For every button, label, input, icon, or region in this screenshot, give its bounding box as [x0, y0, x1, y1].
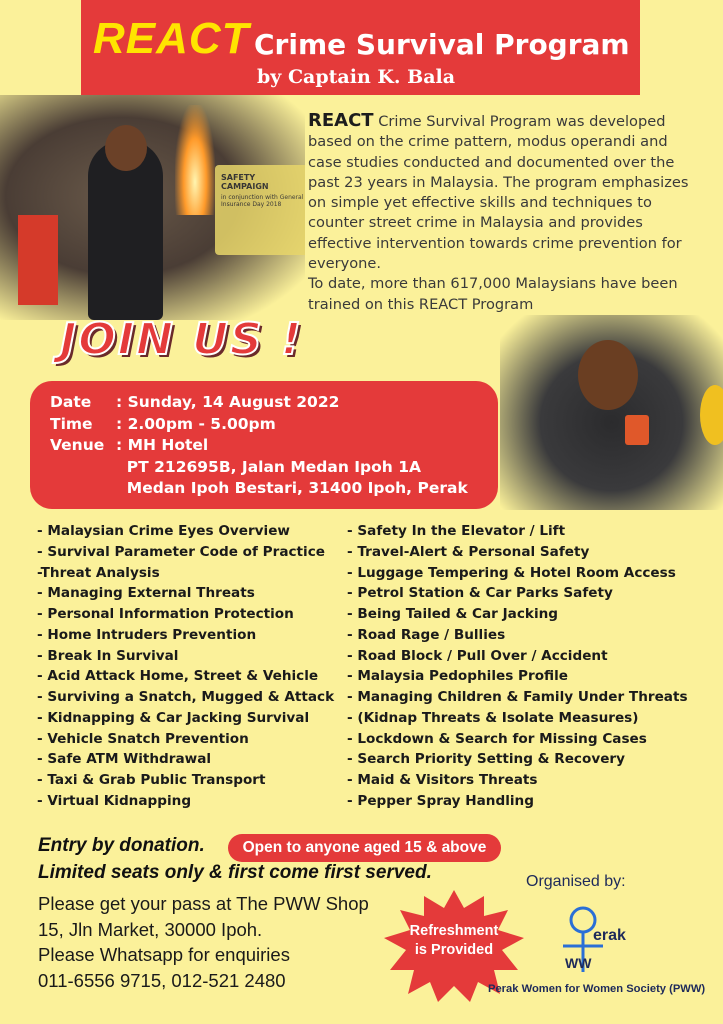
age-requirement-badge	[228, 834, 501, 862]
banner-stand	[18, 215, 58, 305]
list-item: - Maid & Visitors Threats	[347, 772, 538, 788]
list-item: - Home Intruders Prevention	[37, 626, 257, 643]
address-line-1: PT 212695B, Jalan Medan Ipoh 1A	[116, 457, 422, 476]
address-line-2: Medan Ipoh Bestari, 31400 Ipoh, Perak	[116, 479, 468, 497]
fire-flame	[175, 105, 215, 215]
organised-by-label: Organised by:	[526, 873, 626, 890]
pass-line: Please get your pass at The PWW Shop	[38, 893, 369, 914]
list-item: - Managing External Threats	[37, 585, 255, 602]
byline: by Captain K. Bala	[257, 66, 456, 88]
list-item: -Threat Analysis	[37, 564, 160, 581]
list-item: - Safety In the Elevator / Lift	[347, 523, 566, 539]
address-row-1	[50, 457, 498, 479]
pass-line: Please Whatsapp for enquiries	[38, 944, 290, 966]
topics-list-right	[347, 521, 688, 812]
venue-value: : MH Hotel	[116, 436, 209, 454]
time-row	[50, 414, 498, 436]
refreshment-text	[384, 922, 524, 960]
list-item: - Managing Children & Family Under Threats	[347, 689, 688, 705]
instructor-photo	[500, 315, 723, 510]
list-item: - Lockdown & Search for Missing Cases	[347, 730, 647, 747]
date-value: : Sunday, 14 August 2022	[116, 393, 340, 411]
pww-logo-icon	[557, 902, 637, 974]
list-item: - Personal Information Protection	[37, 606, 294, 622]
list-item: - Malaysian Crime Eyes Overview	[37, 523, 290, 539]
refreshment-line-2: is Provided	[414, 942, 494, 958]
logo-initials: WW	[565, 955, 592, 971]
list-item: - Malaysia Pedophiles Profile	[347, 668, 568, 685]
time-label: Time	[50, 414, 93, 433]
list-item: - Travel-Alert & Personal Safety	[347, 543, 590, 560]
brand-title: REACT	[93, 14, 250, 63]
venue-row	[50, 435, 498, 457]
join-us-heading: JOIN US !	[60, 314, 304, 365]
venue-label: Venue	[50, 436, 105, 454]
list-item: - Search Priority Setting & Recovery	[347, 751, 625, 768]
topics-list-left	[37, 521, 334, 812]
list-item: - Kidnapping & Car Jacking Survival	[37, 709, 310, 726]
list-item: - Break In Survival	[37, 647, 179, 664]
list-item: - Acid Attack Home, Street & Vehicle	[37, 668, 319, 685]
list-item: - Virtual Kidnapping	[37, 792, 192, 809]
list-item: - Road Block / Pull Over / Accident	[347, 647, 608, 664]
entry-donation: Entry by donation.	[38, 835, 205, 856]
event-details-box	[30, 381, 498, 509]
date-row	[50, 392, 498, 414]
program-title: Crime Survival Program	[254, 28, 630, 61]
contact-numbers: 011-6556 9715, 012-521 2480	[38, 969, 286, 991]
list-item: - Luggage Tempering & Hotel Room Access	[347, 564, 676, 581]
age-requirement-text: Open to anyone aged 15 & above	[242, 839, 487, 856]
pass-info	[38, 891, 369, 993]
intro-closing: To date, more than 617,000 Malaysians have been trained on this REACT Program	[308, 275, 678, 313]
yellow-prop	[700, 385, 723, 445]
speaker-photo	[0, 95, 305, 320]
time-value: : 2.00pm - 5.00pm	[116, 414, 276, 433]
list-item: - Pepper Spray Handling	[347, 792, 534, 809]
list-item: - Road Rage / Bullies	[347, 626, 506, 643]
list-item: - Survival Parameter Code of Practice	[37, 543, 325, 560]
intro-body: Crime Survival Program was developed based on the crime pattern, modus operandi and case studies conducted and documented over the past 23 years in Malaysia. The program emphasizes on simple yet effective skills and techniques to counter street crime in Malaysia and provides effective intervention towards crime prevention for everyone.	[308, 113, 689, 273]
list-item: - Being Tailed & Car Jacking	[347, 606, 559, 622]
address-row-2	[50, 478, 498, 500]
instructor-head	[578, 340, 638, 410]
date-label: Date	[50, 393, 92, 411]
intro-lead: REACT	[308, 110, 374, 131]
header-banner	[81, 0, 640, 95]
organisation-name: Perak Women for Women Society (PWW)	[488, 983, 706, 995]
pass-line: 15, Jln Market, 30000 Ipoh.	[38, 918, 263, 940]
campaign-sign-subtitle: in conjunction with General Insurance Day 2018	[221, 194, 304, 208]
uniform-badge	[625, 415, 649, 445]
speaker-head	[105, 125, 147, 171]
list-item: - Safe ATM Withdrawal	[37, 751, 212, 768]
logo-word: erak	[593, 927, 626, 944]
limited-seats: Limited seats only & first come first served.	[38, 862, 432, 883]
refreshment-line-1: Refreshment	[409, 923, 499, 939]
campaign-sign	[215, 165, 305, 255]
list-item: - (Kidnap Threats & Isolate Measures)	[347, 709, 639, 726]
campaign-sign-title: SAFETY CAMPAIGN	[221, 173, 269, 191]
list-item: - Surviving a Snatch, Mugged & Attack	[37, 689, 335, 705]
intro-paragraph	[308, 111, 698, 315]
list-item: - Petrol Station & Car Parks Safety	[347, 585, 613, 602]
list-item: - Vehicle Snatch Prevention	[37, 730, 249, 747]
list-item: - Taxi & Grab Public Transport	[37, 772, 266, 788]
